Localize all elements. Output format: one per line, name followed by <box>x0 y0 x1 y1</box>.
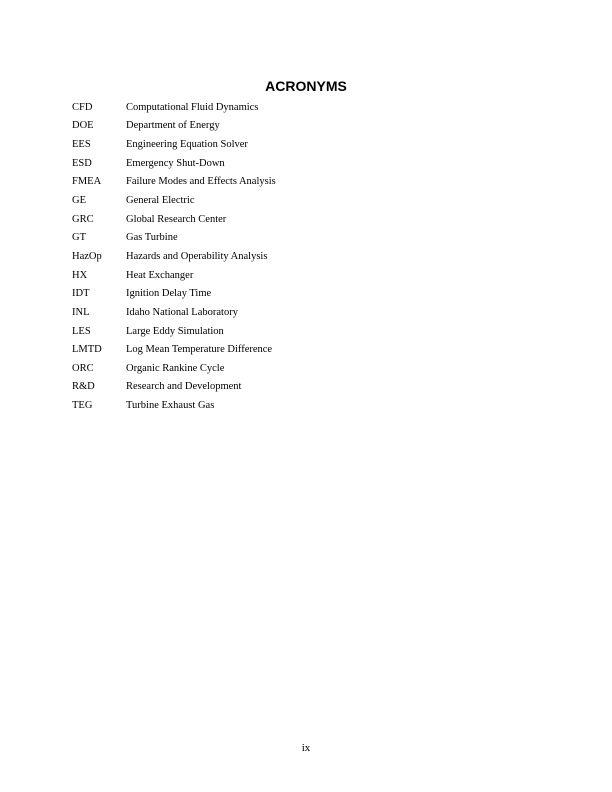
acronym-row <box>72 210 532 229</box>
acronym-definition: Gas Turbine <box>126 232 178 244</box>
acronym-abbr: CFD <box>72 101 93 113</box>
acronym-abbr: TEG <box>72 400 93 412</box>
acronym-row <box>72 340 532 359</box>
acronym-row <box>72 98 532 117</box>
acronym-abbr: HazOp <box>72 250 102 262</box>
acronym-abbr: HX <box>72 269 88 281</box>
acronym-row <box>72 135 532 154</box>
acronym-row <box>72 322 532 341</box>
acronym-row <box>72 173 532 192</box>
acronym-definition: Heat Exchanger <box>126 269 194 281</box>
acronym-abbr: IDT <box>72 288 90 300</box>
page-title: ACRONYMS <box>265 78 347 94</box>
acronym-row <box>72 117 532 136</box>
acronym-definition: Failure Modes and Effects Analysis <box>126 176 276 188</box>
acronym-row <box>72 191 532 210</box>
acronym-row <box>72 396 532 415</box>
acronym-row <box>72 284 532 303</box>
acronym-definition: Emergency Shut-Down <box>126 157 225 169</box>
acronym-definition: Turbine Exhaust Gas <box>126 400 215 412</box>
acronym-row <box>72 378 532 397</box>
acronym-abbr: LES <box>72 325 91 337</box>
acronym-abbr: LMTD <box>72 344 102 356</box>
acronym-definition: Engineering Equation Solver <box>126 139 248 151</box>
acronym-definition: Log Mean Temperature Difference <box>126 344 273 356</box>
acronym-row <box>72 247 532 266</box>
acronym-abbr: GT <box>72 232 86 244</box>
acronym-row <box>72 359 532 378</box>
acronym-row <box>72 303 532 322</box>
acronym-definition: General Electric <box>126 195 195 207</box>
acronym-abbr: FMEA <box>72 176 102 188</box>
acronym-abbr: R&D <box>72 381 95 393</box>
acronym-row <box>72 266 532 285</box>
page-number: ix <box>301 742 311 754</box>
acronym-definition: Department of Energy <box>126 120 220 132</box>
acronym-abbr: ORC <box>72 362 94 374</box>
acronym-abbr: DOE <box>72 120 94 132</box>
acronym-definition: Hazards and Operability Analysis <box>126 250 268 262</box>
acronym-definition: Large Eddy Simulation <box>126 325 224 337</box>
acronym-definition: Global Research Center <box>126 213 227 225</box>
acronym-definition: Computational Fluid Dynamics <box>126 101 259 113</box>
acronym-definition: Ignition Delay Time <box>126 288 212 300</box>
acronym-row <box>72 154 532 173</box>
acronym-abbr: ESD <box>72 157 92 169</box>
acronym-row <box>72 228 532 247</box>
acronym-abbr: GE <box>72 195 86 207</box>
acronym-list <box>72 98 532 415</box>
acronym-definition: Organic Rankine Cycle <box>126 362 225 374</box>
acronym-abbr: EES <box>72 139 91 151</box>
acronym-abbr: INL <box>72 306 90 318</box>
acronym-definition: Idaho National Laboratory <box>126 306 238 318</box>
acronym-abbr: GRC <box>72 213 94 225</box>
acronym-definition: Research and Development <box>126 381 242 393</box>
